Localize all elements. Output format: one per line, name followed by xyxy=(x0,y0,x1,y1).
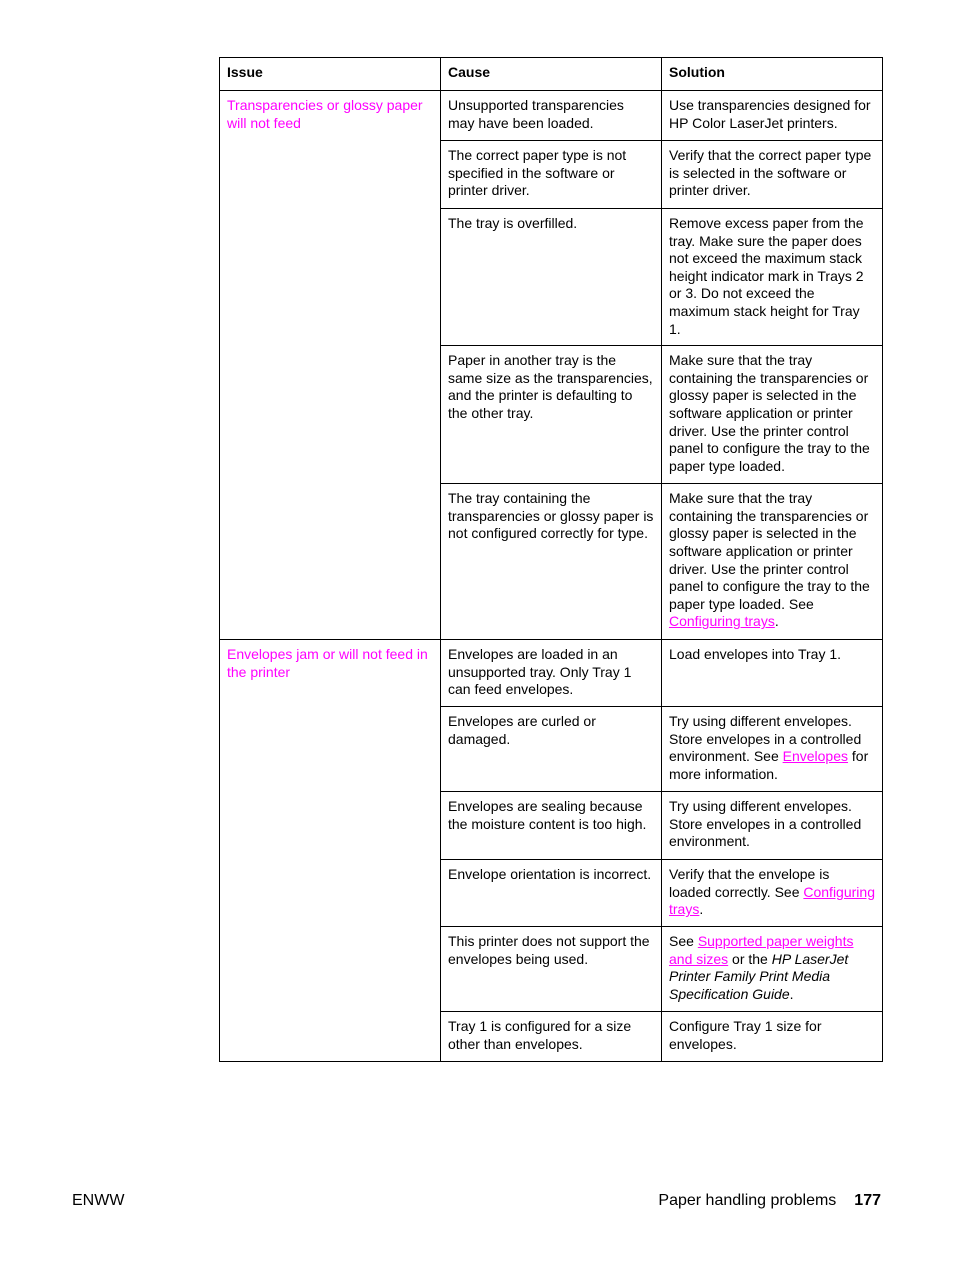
link-configuring-trays[interactable]: Configuring trays xyxy=(669,883,875,918)
table-row xyxy=(220,640,883,707)
cause-cell: Envelope orientation is incorrect. xyxy=(441,860,662,927)
cause-cell: The tray is overfilled. xyxy=(441,209,662,346)
cause-cell: Envelopes are curled or damaged. xyxy=(441,707,662,792)
solution-cell: Verify that the envelope is loaded correctly. See Configuring trays. xyxy=(662,860,883,927)
cause-cell: Envelopes are loaded in an unsupported tray. Only Tray 1 can feed envelopes. xyxy=(441,640,662,707)
solution-cell: Configure Tray 1 size for envelopes. xyxy=(662,1012,883,1062)
solution-cell: Make sure that the tray containing the transparencies or glossy paper is selected in the software application or printer driver. Use the printer control panel to configure the tray to the paper type loaded. See Configuring trays. xyxy=(662,484,883,640)
cause-cell: This printer does not support the envelopes being used. xyxy=(441,927,662,1012)
solution-cell: Try using different envelopes. Store envelopes in a controlled environment. xyxy=(662,792,883,860)
footer-left: ENWW xyxy=(72,1192,125,1209)
solution-cell: Make sure that the tray containing the transparencies or glossy paper is selected in the software application or printer driver. Use the printer control panel to configure the tray to the paper type loaded. xyxy=(662,346,883,484)
solution-cell: Use transparencies designed for HP Color LaserJet printers. xyxy=(662,91,883,141)
cause-cell: The correct paper type is not specified in the software or printer driver. xyxy=(441,141,662,209)
solution-cell: Remove excess paper from the tray. Make sure the paper does not exceed the maximum stack height indicator mark in Trays 2 or 3. Do not exceed the maximum stack height for Tray 1. xyxy=(662,209,883,346)
cause-cell: Unsupported transparencies may have been loaded. xyxy=(441,91,662,141)
page-number: 177 xyxy=(854,1192,881,1209)
cause-cell: Paper in another tray is the same size as the transparencies, and the printer is defaulting to the other tray. xyxy=(441,346,662,484)
cause-cell: The tray containing the transparencies or glossy paper is not configured correctly for type. xyxy=(441,484,662,640)
header-cause: Cause xyxy=(441,58,662,91)
cause-cell: Tray 1 is configured for a size other than envelopes. xyxy=(441,1012,662,1062)
issue-cell xyxy=(220,91,441,640)
issue-envelopes[interactable]: Envelopes jam or will not feed in the printer xyxy=(227,646,428,680)
footer-right xyxy=(658,1192,881,1210)
cause-cell: Envelopes are sealing because the moisture content is too high. xyxy=(441,792,662,860)
link-envelopes[interactable]: Envelopes xyxy=(782,748,849,765)
link-supported-paper-weights[interactable]: Supported paper weights and sizes xyxy=(669,933,854,967)
solution-cell: Load envelopes into Tray 1. xyxy=(662,640,883,707)
solution-cell: See Supported paper weights and sizes or the HP LaserJet Printer Family Print Media Specification Guide. xyxy=(662,927,883,1012)
table-header-row xyxy=(220,58,883,91)
solution-cell: Try using different envelopes. Store envelopes in a controlled environment. See Envelopes for more information. xyxy=(662,707,883,792)
header-issue: Issue xyxy=(220,58,441,91)
table-row xyxy=(220,91,883,141)
header-solution: Solution xyxy=(662,58,883,91)
link-configuring-trays[interactable]: Configuring trays xyxy=(669,613,775,630)
issue-cell xyxy=(220,640,441,1062)
troubleshooting-table xyxy=(219,57,883,1062)
issue-transparencies[interactable]: Transparencies or glossy paper will not feed xyxy=(227,97,423,131)
section-title: Paper handling problems xyxy=(658,1192,837,1209)
solution-cell: Verify that the correct paper type is selected in the software or printer driver. xyxy=(662,141,883,209)
